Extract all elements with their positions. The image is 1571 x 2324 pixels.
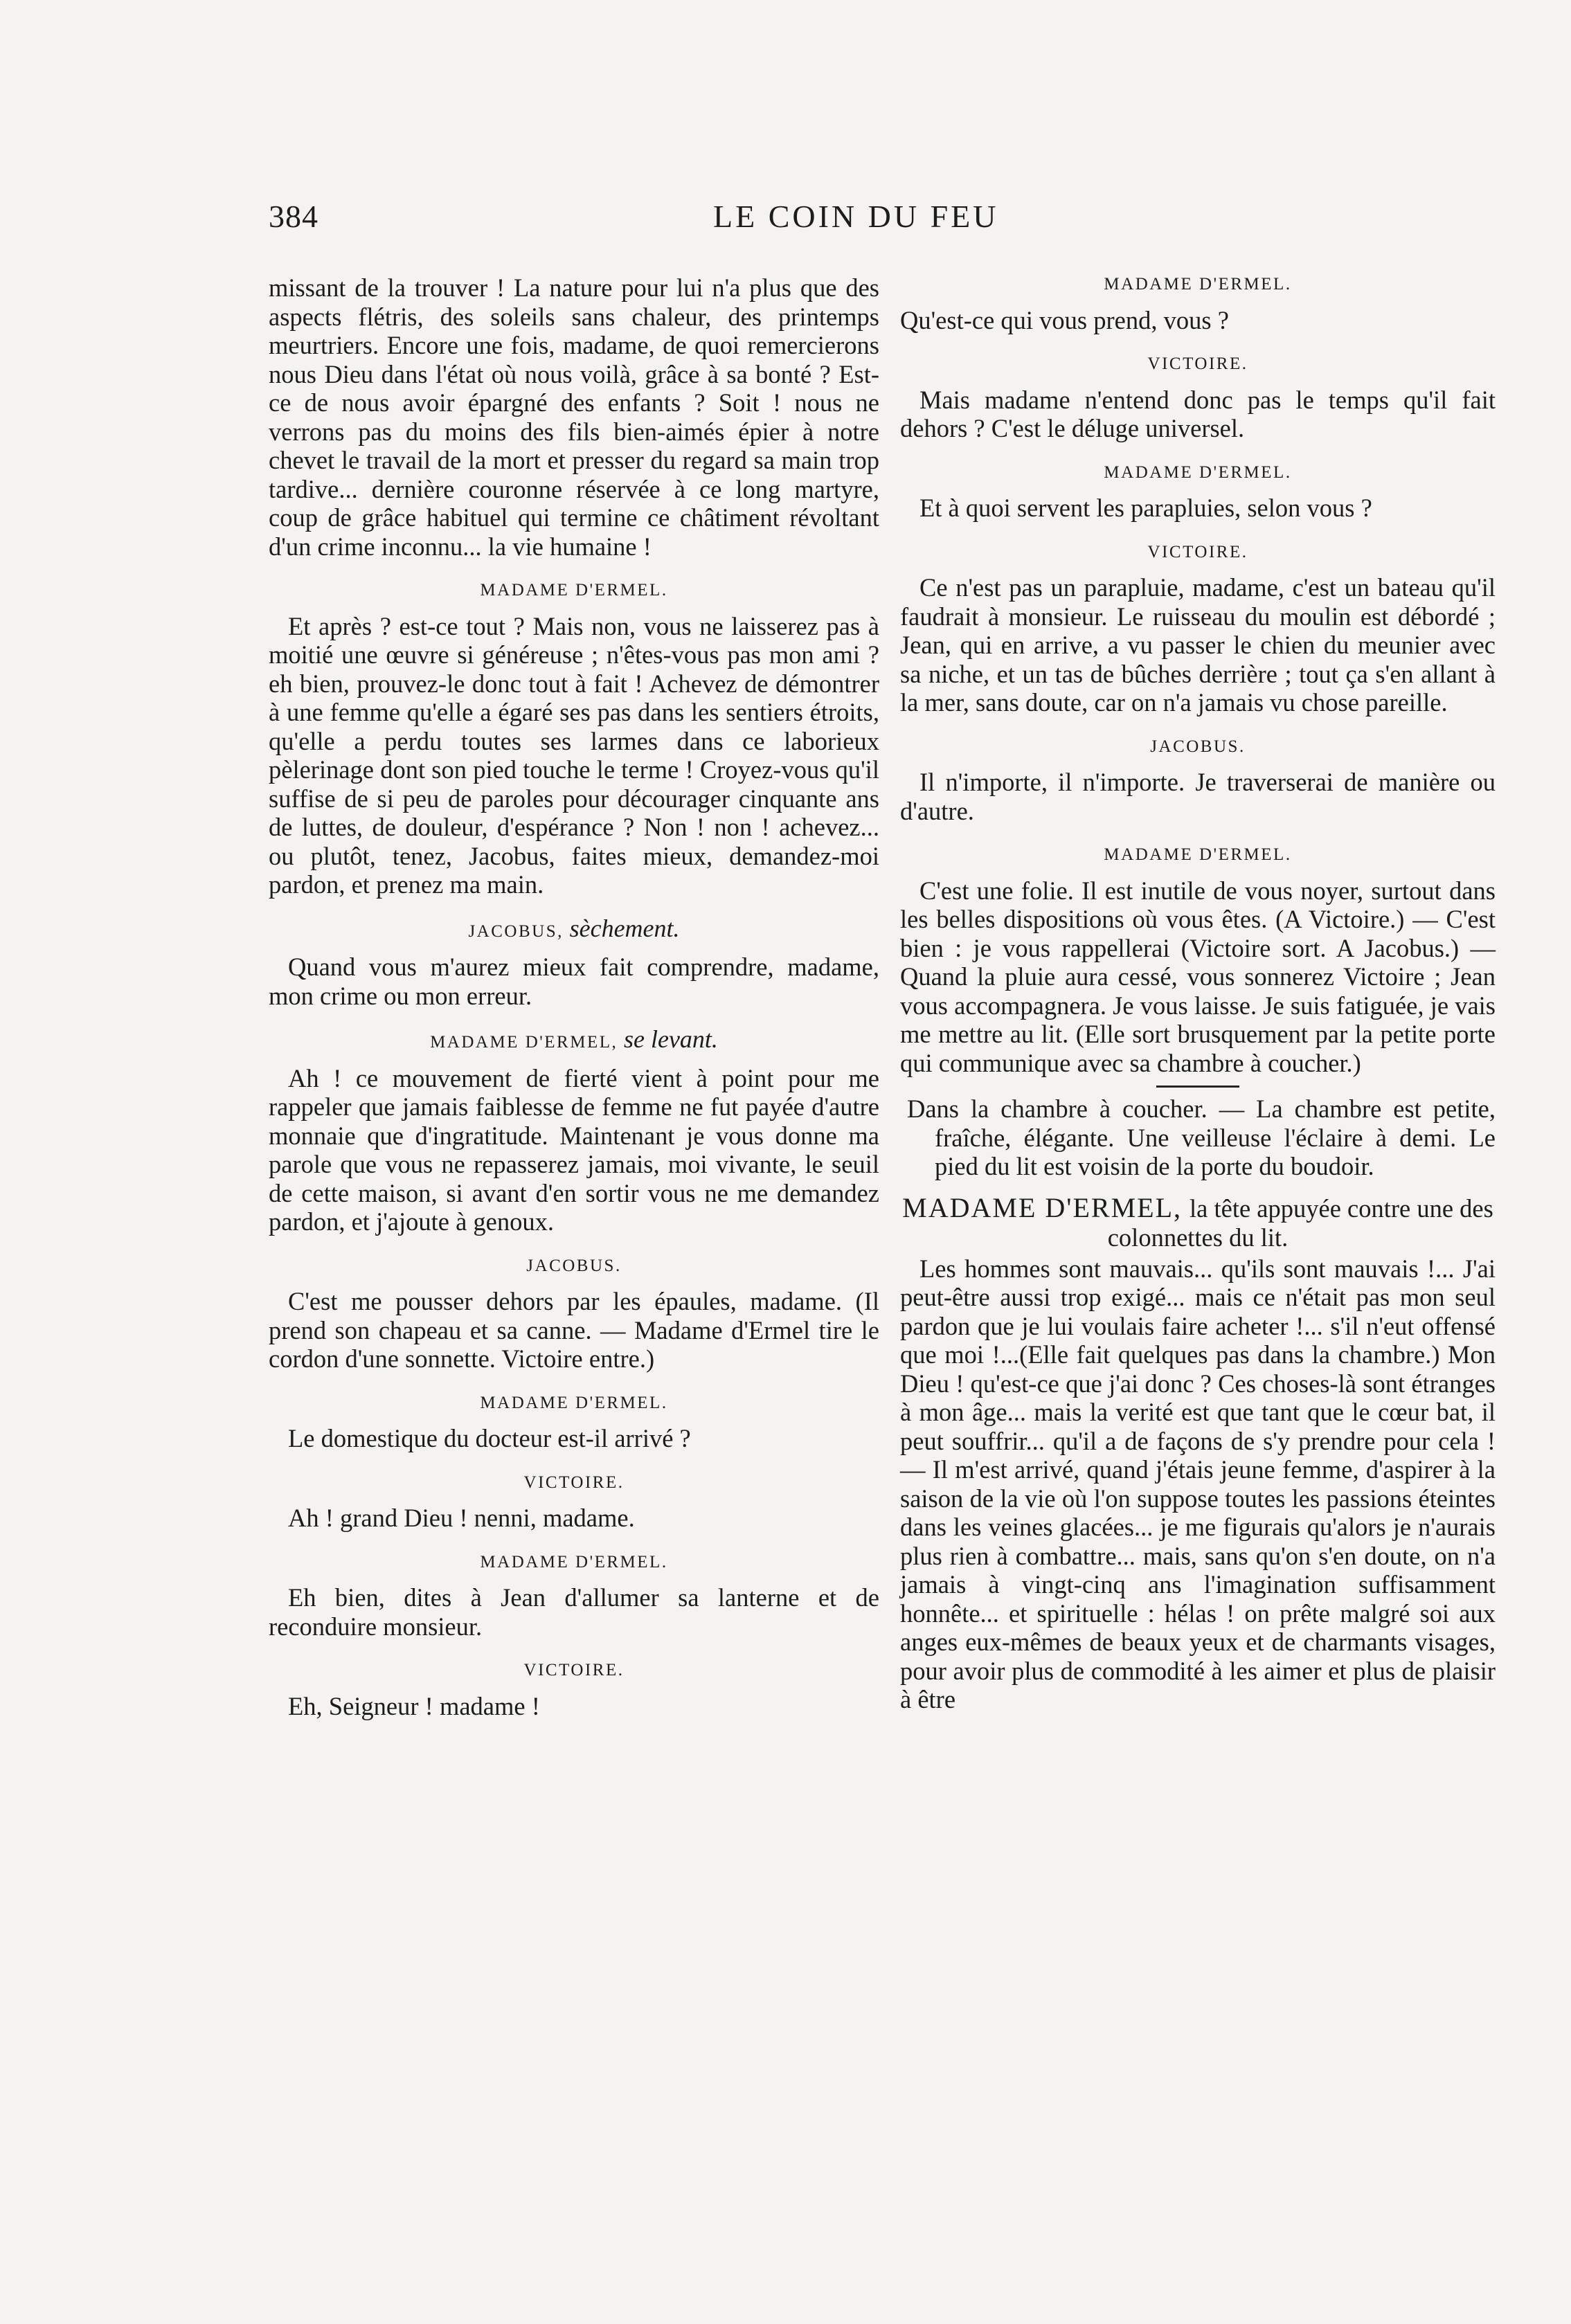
- dialogue-paragraph: Et après ? est-ce tout ? Mais non, vous ne laisserez pas à moitié une œuvre si généreuse ; n'êtes-vous pas mon ami ? eh bien, prouvez-le donc tout à fait ! Achevez de démontrer à une femme qu'elle a égaré ses pas dans les sentiers étroits, qu'elle a perdu toutes ses larmes dans ce laborieux pèlerinage dont son pied touche le terme ! Croyez-vous qu'il suffise de si peu de paroles pour décourager cinquante ans de luttes, de douleur, d'espérance ? Non ! non ! achevez... ou plutôt, tenez, Jacobus, faites mieux, demandez-moi pardon, et prenez ma main.: [269, 611, 879, 899]
- scene-description: Dans la chambre à coucher. — La chambre est petite, fraîche, élégante. Une veilleuse l'éclaire à demi. Le pied du lit est voisin de la porte du boudoir.: [907, 1095, 1496, 1180]
- speaker-heading: [900, 458, 1496, 487]
- dialogue-paragraph: Il n'importe, il n'importe. Je traverserai de manière ou d'autre.: [900, 768, 1496, 825]
- dialogue-paragraph: Ah ! grand Dieu ! nenni, madame.: [288, 1504, 635, 1532]
- speaker-heading: [269, 1656, 879, 1685]
- speaker-heading: [900, 840, 1496, 870]
- right-column: [900, 270, 1496, 1714]
- speaker-heading: [269, 1025, 879, 1057]
- dialogue-paragraph: Le domestique du docteur est-il arrivé ?: [288, 1424, 691, 1452]
- running-title: LE COIN DU FEU: [713, 199, 999, 234]
- dialogue-paragraph: Les hommes sont mauvais... qu'ils sont mauvais !... J'ai peut-être aussi trop exigé... mais ce n'était pas mon seul pardon que je lui voulais faire acheter !... s'il n'eut offensé que moi !...(Elle fait quelques pas dans la chambre.) Mon Dieu ! qu'est-ce que j'ai donc ? Ces choses-là sont étranges à mon âge... mais la verité est que tant que le cœur bat, il peut souffrir... qu'il a de façons de s'y prendre pour cela ! — Il m'est arrivé, quand j'étais jeune femme, d'aspirer à la saison de la vie où l'on suppose toutes les passions éteintes dans les veines glacées... je me figurais qu'alors je n'aurais plus rien à combattre... mais, sans qu'on s'en doute, on n'a jamais à vingt-cinq ans l'imagination suffisamment honnête... et spirituelle : hélas ! on prête malgré soi aux anges eux-mêmes de beaux yeux et de charmants visages, pour avoir plus de commodité à les aimer et plus de plaisir à être: [900, 1254, 1496, 1713]
- dialogue-paragraph: Ah ! ce mouvement de fierté vient à point pour me rappeler que jamais faiblesse de femme ne fut payée d'autre monnaie que d'ingratitude. Maintenant je vous donne ma parole que vous ne repasserez jamais, moi vivante, le seuil de cette maison, si avant d'en sortir vous ne me demandez pardon, et j'ajoute à genoux.: [269, 1063, 879, 1236]
- speaker-name: MADAME D'ERMEL,: [902, 1191, 1183, 1223]
- dialogue-paragraph: Eh, Seigneur ! madame !: [288, 1691, 540, 1720]
- speaker-heading: [269, 1389, 879, 1418]
- speaker-name: VICTOIRE.: [1147, 542, 1248, 561]
- dialogue-paragraph: Quand vous m'aurez mieux fait comprendre, madame, mon crime ou mon erreur.: [269, 953, 879, 1010]
- speaker-name: JACOBUS.: [526, 1256, 622, 1275]
- speaker-name: VICTOIRE.: [523, 1661, 625, 1679]
- speaker-heading: [900, 538, 1496, 567]
- speaker-name: MADAME D'ERMEL,: [430, 1033, 618, 1052]
- speaker-name: VICTOIRE.: [1147, 354, 1248, 373]
- speaker-heading: [269, 576, 879, 605]
- left-column: [269, 273, 879, 1720]
- speaker-name: VICTOIRE.: [523, 1472, 625, 1492]
- speaker-heading: [900, 270, 1496, 299]
- speaker-name: MADAME D'ERMEL.: [1104, 275, 1292, 294]
- dialogue-paragraph: C'est me pousser dehors par les épaules, madame. (Il prend son chapeau et sa canne. — Madame d'Ermel tire le cordon d'une sonnette. Victoire entre.): [269, 1287, 879, 1373]
- speaker-heading: [900, 1193, 1496, 1253]
- stage-direction: la tête appuyée contre une des colonnettes du lit.: [1107, 1193, 1493, 1252]
- speaker-name: MADAME D'ERMEL.: [480, 1393, 668, 1412]
- dialogue-paragraph: Qu'est-ce qui vous prend, vous ?: [900, 305, 1229, 334]
- speaker-heading: [269, 1252, 879, 1281]
- stage-direction: se levant.: [623, 1025, 718, 1053]
- speaker-heading: [269, 915, 879, 946]
- dialogue-paragraph: Mais madame n'entend donc pas le temps qu'il fait dehors ? C'est le déluge universel.: [900, 385, 1496, 442]
- dialogue-paragraph: Et à quoi servent les parapluies, selon vous ?: [919, 494, 1372, 522]
- speaker-name: JACOBUS.: [1150, 737, 1246, 756]
- speaker-heading: [900, 350, 1496, 379]
- speaker-name: MADAME D'ERMEL.: [480, 1552, 668, 1571]
- page-number: 384: [269, 199, 318, 234]
- dialogue-paragraph: C'est une folie. Il est inutile de vous noyer, surtout dans les belles dispositions où vous êtes. (A Victoire.) — C'est bien : je vous rappellerai (Victoire sort. A Jacobus.) — Quand la pluie aura cessé, vous sonnerez Victoire ; Jean vous accompagnera. Je vous laisse. Je suis fatiguée, je vais me mettre au lit. (Elle sort brusquement par la petite porte qui communique avec sa chambre à coucher.): [900, 876, 1496, 1077]
- dialogue-paragraph: missant de la trouver ! La nature pour lui n'a plus que des aspects flétris, des soleils sans chaleur, des printemps meurtriers. Encore une fois, madame, de quoi remercierons nous Dieu dans l'état où nous voilà, grâce à sa bonté ? Est-ce de nous avoir épargné des enfants ? Soit ! nous ne verrons pas du moins des fils bien-aimés épier à notre chevet le travail de la mort et presser du regard sa main trop tardive... dernière couronne réservée à ce long martyre, coup de grâce habituel qui termine ce châtiment révoltant d'un crime inconnu... la vie humaine !: [269, 273, 879, 561]
- scene-divider: [1156, 1086, 1239, 1088]
- speaker-heading: [900, 732, 1496, 762]
- speaker-name: JACOBUS,: [468, 921, 564, 941]
- speaker-heading: [269, 1548, 879, 1577]
- stage-direction: sèchement.: [569, 914, 680, 942]
- speaker-name: MADAME D'ERMEL.: [1104, 845, 1292, 864]
- speaker-name: MADAME D'ERMEL.: [480, 581, 668, 600]
- dialogue-paragraph: Ce n'est pas un parapluie, madame, c'est un bateau qu'il faudrait à monsieur. Le ruisseau du moulin est débordé ; Jean, qui en arrive, a vu passer le chien du meunier avec sa niche, et un tas de bûches derrière ; tout ça s'en allant à la mer, sans doute, car on n'a jamais vu chose pareille.: [900, 573, 1496, 717]
- speaker-heading: [269, 1468, 879, 1497]
- dialogue-paragraph: Eh bien, dites à Jean d'allumer sa lanterne et de reconduire monsieur.: [269, 1583, 879, 1641]
- speaker-name: MADAME D'ERMEL.: [1104, 462, 1292, 482]
